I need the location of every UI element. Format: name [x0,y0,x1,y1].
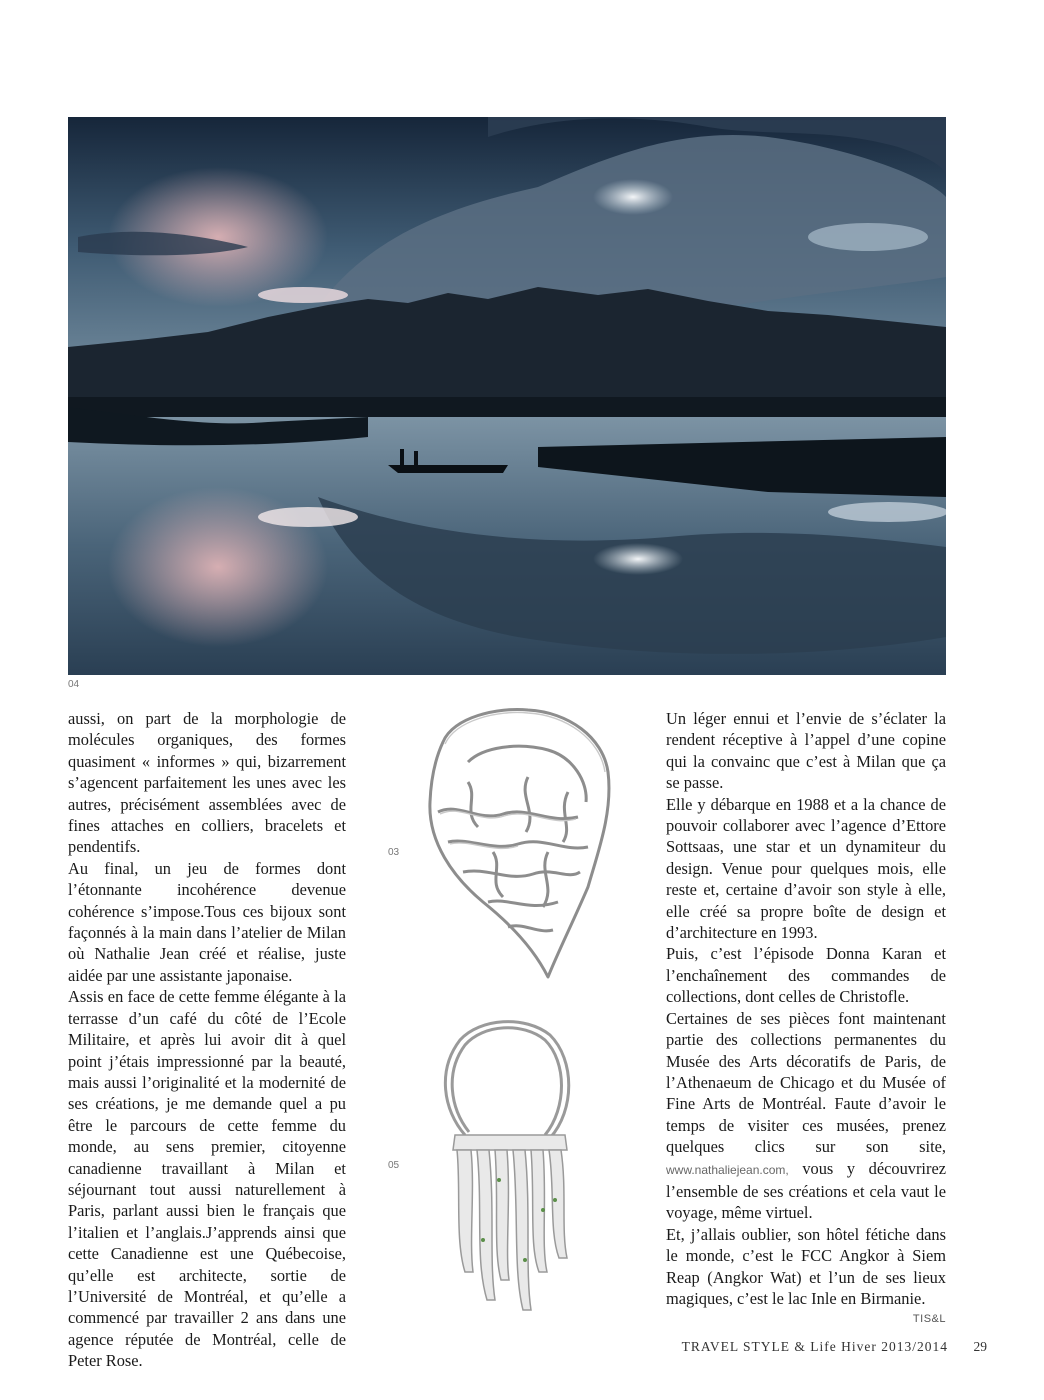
necklace-image [408,702,620,984]
magazine-title: TRAVEL STYLE & Life Hiver 2013/2014 [681,1339,948,1354]
paragraph-text: Et, j’allais oublier, son hôtel fétiche dans le monde, c’est le FCC Angkor à Siem Reap (Angkor Wat) et l’un de ses lieux magiques, c’est le lac Inle en Birmanie. [666,1224,946,1308]
necklace-image [425,1010,587,1315]
page-footer [0,1339,1044,1359]
paragraph: Au final, un jeu de formes dont l’étonnante incohérence devenue cohérence s’impose.Tous ces bijoux sont façonnés à la main dans l’atelier de Milan où Nathalie Jean créé et réalise, juste aidée par une assistante japonaise. [68,858,346,985]
paragraph-text: vous y découvrirez l’ensemble de ses créations et cela vaut le voyage, même virtuel. [666,1158,946,1223]
paragraph [666,1008,946,1224]
paragraph [666,1224,946,1326]
landscape-photo [68,117,946,675]
page-number: 29 [973,1339,987,1354]
paragraph: aussi, on part de la morphologie de molécules organiques, des formes quasiment « informes » qui, bizarrement s’agencent parfaitement les unes avec les autres, précisément assemblées avec de fines attaches en colliers, bracelets et pendentifs. [68,709,346,857]
jewelry-caption-number: 05 [388,1160,400,1171]
paragraph: Puis, c’est l’épisode Donna Karan et l’enchaînement des commandes de collections, dont celles de Christofle. [666,944,946,1007]
website-link[interactable]: www.nathaliejean.com, [666,1162,789,1177]
paragraph: Un léger ennui et l’envie de s’éclater la rendent réceptive à l’appel d’une copine qui la convainc que c’est à Milan que ça se passe. [666,709,946,793]
paragraph: Elle y débarque en 1988 et a la chance de pouvoir collaborer avec l’agence d’Ettore Sottsaas, une star et un dynamiteur du design. Venue pour quelques mois, elle reste et, certaine d’avoir son style à elle, elle créé sa propre boîte de design et d’architecture en 1993. [666,794,946,943]
jewelry-caption-number: 03 [388,847,400,858]
paragraph: Assis en face de cette femme élégante à la terrasse d’un café du côté de l’Ecole Militaire, et après lui avoir dit à quel point j’étais impressionné par la beauté, mais aussi l’originalité et la modernité de ses créations, je me demande quel a pu être le parcours de cette femme du monde, au sens premier, citoyenne canadienne travaillant à Milan et séjournant tout aussi naturellement à Paris, parlant aussi bien le français que l’italien et l’anglais.J’apprends ainsi que cette Canadienne est une Québecoise, qu’elle est architecte, sortie de l’Université de Montréal, et qu’elle a commencé par travailler 2 ans dans une agence réputée de Montréal, celle de Peter Rose. [68,987,346,1371]
author-signature: TIS&L [912,1313,946,1326]
article-column-left [68,708,346,1372]
photo-caption-number: 04 [68,679,80,690]
article-column-right [666,708,946,1331]
paragraph-text: Certaines de ses pièces font maintenant partie des collections permanentes du Musée des Arts décoratifs de Paris, de l’Athenaeum de Chicago et du Musée of Fine Arts de Montréal. Faute d’avoir le temps de visiter ces musées, prenez quelques clics sur son site, [666,1008,946,1157]
